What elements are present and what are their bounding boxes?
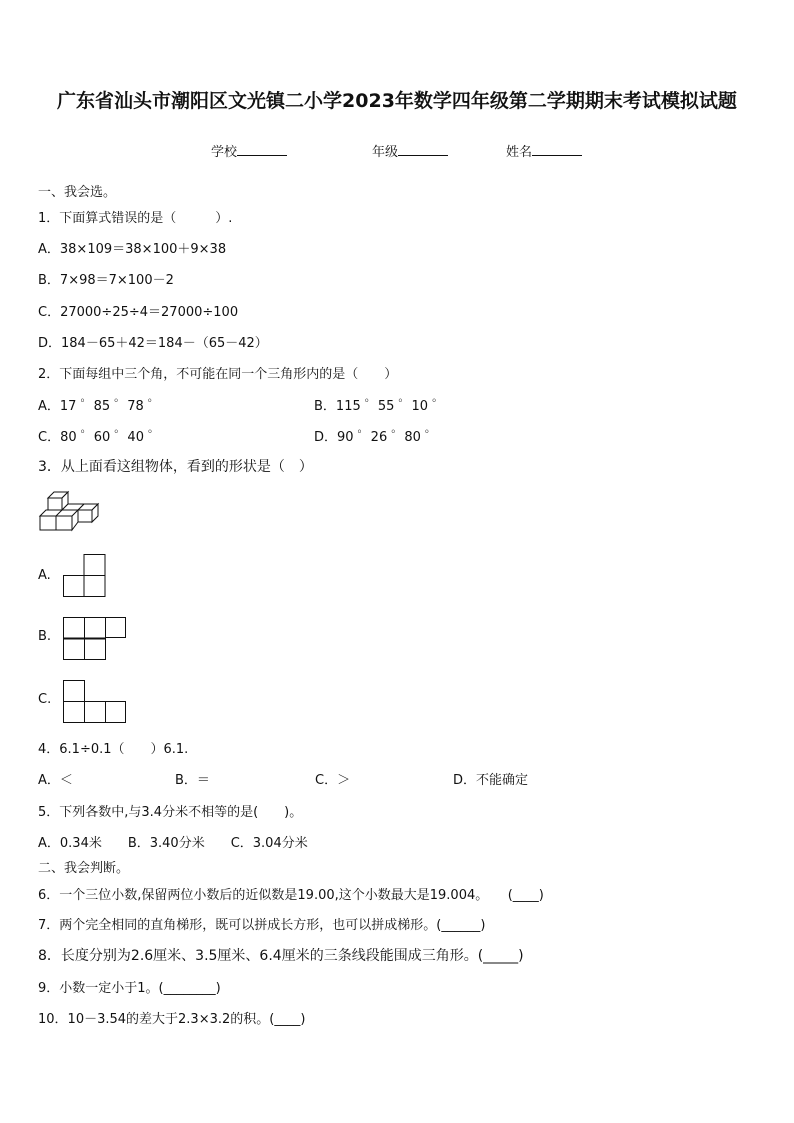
question-9[interactable]: 9．小数一定小于1。(________) — [38, 981, 221, 996]
question-3-option-a-shape[interactable] — [63, 554, 107, 598]
question-3-option-c-label[interactable]: C. — [38, 692, 52, 707]
question-3-option-b-shape[interactable] — [63, 617, 127, 661]
question-1-option-a[interactable]: A．38×109＝38×100＋9×38 — [38, 242, 227, 257]
page-title: 广东省汕头市潮阳区文光镇二小学2023年数学四年级第二学期期末考试模拟试题 — [57, 90, 737, 112]
question-1-option-b[interactable]: B．7×98＝7×100－2 — [38, 273, 174, 288]
name-blank[interactable] — [532, 142, 582, 156]
school-blank[interactable] — [237, 142, 287, 156]
question-10[interactable]: 10．10－3.54的差大于2.3×3.2的积。(____) — [38, 1012, 306, 1027]
cube-stack-figure — [38, 490, 102, 536]
section-heading-judge: 二、我会判断。 — [38, 861, 130, 876]
question-4-stem: 4．6.1÷0.1（ ）6.1. — [38, 742, 189, 757]
question-5-options[interactable]: A．0.34米 B．3.40分米 C．3.04分米 — [38, 836, 308, 851]
question-2-option-a[interactable]: A．17 ゜85 ゜78 ゜ — [38, 399, 161, 414]
question-7[interactable]: 7．两个完全相同的直角梯形，既可以拼成长方形，也可以拼成梯形。(______) — [38, 918, 486, 933]
question-1-option-d[interactable]: D．184－65＋42＝184－（65－42） — [38, 336, 268, 351]
question-4-option-b[interactable]: B．＝ — [175, 773, 210, 788]
question-1-stem: 1．下面算式错误的是（ ）. — [38, 211, 233, 226]
question-3-option-b-label[interactable]: B. — [38, 629, 52, 644]
question-1-option-c[interactable]: C．27000÷25÷4＝27000÷100 — [38, 305, 239, 320]
grade-field — [372, 141, 448, 160]
question-4-option-a[interactable]: A．＜ — [38, 773, 73, 788]
grade-blank[interactable] — [398, 142, 448, 156]
question-3-option-a-label[interactable]: A. — [38, 568, 51, 583]
question-8[interactable]: 8．长度分别为2.6厘米、3.5厘米、6.4厘米的三条线段能围成三角形。(_____) — [38, 948, 524, 964]
question-2-stem: 2．下面每组中三个角，不可能在同一个三角形内的是（ ） — [38, 367, 398, 382]
question-5-stem: 5．下列各数中,与3.4分米不相等的是( )。 — [38, 805, 303, 820]
question-3-option-c-shape[interactable] — [63, 680, 127, 724]
question-2-option-b[interactable]: B．115 ゜55 ゜10 ゜ — [314, 399, 446, 414]
name-label: 姓名 — [506, 145, 533, 160]
question-6[interactable]: 6．一个三位小数,保留两位小数后的近似数是19.00,这个小数最大是19.004。 (____) — [38, 888, 544, 903]
question-4-option-c[interactable]: C．＞ — [315, 773, 351, 788]
name-field — [506, 141, 582, 160]
school-label: 学校 — [211, 145, 238, 160]
question-2-option-d[interactable]: D．90 ゜26 ゜80 ゜ — [314, 430, 439, 445]
question-2-option-c[interactable]: C．80 ゜60 ゜40 ゜ — [38, 430, 162, 445]
question-3-stem: 3．从上面看这组物体，看到的形状是（ ） — [38, 459, 313, 475]
grade-label: 年级 — [372, 145, 399, 160]
section-heading-choice: 一、我会选。 — [38, 185, 117, 200]
school-field — [211, 141, 287, 160]
question-4-option-d[interactable]: D．不能确定 — [453, 773, 529, 788]
